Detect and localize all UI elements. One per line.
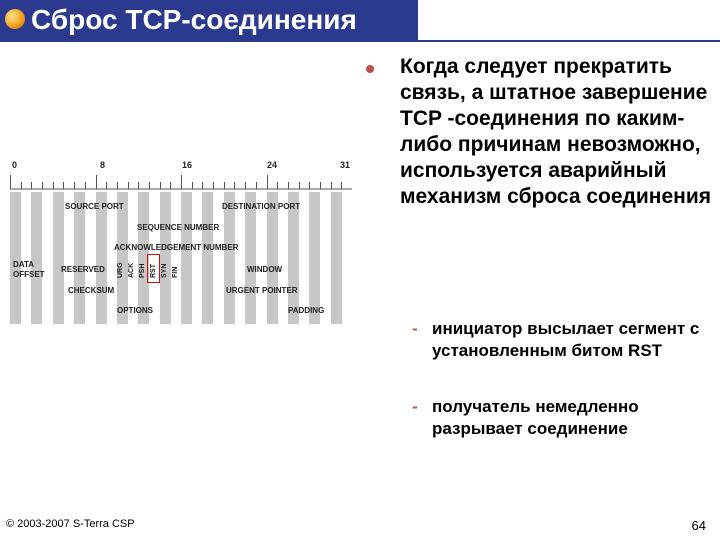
field-options: OPTIONS [117, 306, 154, 315]
bit-number-0: 0 [12, 160, 18, 170]
bit-stripe [181, 192, 192, 324]
bit-number-24: 24 [267, 160, 278, 170]
field-checksum: CHECKSUM [68, 286, 115, 295]
flag-psh: PSH [139, 263, 146, 278]
flag-urg: URG [117, 262, 124, 278]
tcp-header-diagram [10, 160, 352, 325]
bit-stripe [202, 192, 213, 324]
bit-stripe [309, 192, 320, 324]
bit-stripe [267, 192, 278, 324]
rst-highlight-box [147, 254, 160, 283]
bit-stripe [288, 192, 299, 324]
bit-stripe [10, 192, 21, 324]
field-window: WINDOW [247, 265, 283, 274]
footer-copyright: © 2003-2007 S-Terra CSP [6, 518, 135, 530]
title-bar [0, 0, 418, 40]
sub-bullet-dash-1: - [412, 319, 418, 338]
field-padding: PADDING [288, 306, 325, 315]
field-source-port: SOURCE PORT [65, 202, 124, 211]
field-acknowledgement-number: ACKNOWLEDGEMENT NUMBER [114, 243, 239, 252]
flag-rst: RST [150, 264, 157, 278]
sub-bullet-dash-2: - [412, 397, 418, 416]
bit-stripe [331, 192, 342, 324]
bit-stripe [53, 192, 64, 324]
header-fields-grid [10, 192, 352, 324]
field-reserved: RESERVED [61, 265, 105, 274]
bit-stripe [96, 192, 107, 324]
title-underline [0, 40, 720, 42]
field-data-offset-line2: OFFSET [13, 270, 45, 279]
flag-fin: FIN [172, 266, 179, 278]
main-bullet-icon [366, 65, 374, 73]
sub-bullet-text-1: инициатор высылает сегмент с установленным битом RST [432, 319, 700, 360]
bit-stripe [31, 192, 42, 324]
field-destination-port: DESTINATION PORT [222, 202, 301, 211]
bit-number-16: 16 [182, 160, 193, 170]
flag-ack: ACK [128, 262, 135, 278]
page-number: 64 [691, 518, 706, 533]
bit-number-8: 8 [100, 160, 106, 170]
bit-stripe [224, 192, 235, 324]
bit-ruler [10, 172, 352, 190]
sub-bullet-text-2: получатель немедленно разрывает соединение [432, 397, 639, 438]
title-bullet-icon [5, 9, 25, 29]
field-sequence-number: SEQUENCE NUMBER [137, 223, 220, 232]
field-urgent-pointer: URGENT POINTER [226, 286, 298, 295]
bit-stripe [245, 192, 256, 324]
bit-stripe [160, 192, 171, 324]
bit-stripe [74, 192, 85, 324]
bit-stripe [117, 192, 128, 324]
page-title: Сброс TCP-соединения [31, 4, 357, 35]
field-data-offset-line1: DATA [13, 260, 35, 269]
bit-number-31: 31 [340, 160, 351, 170]
main-bullet-text: Когда следует прекратить связь, а штатное завершение TCP -соединения по каким-либо причинам невозможно, используется аварийный механизм сброса соединения [400, 55, 712, 208]
flag-syn: SYN [161, 263, 168, 278]
